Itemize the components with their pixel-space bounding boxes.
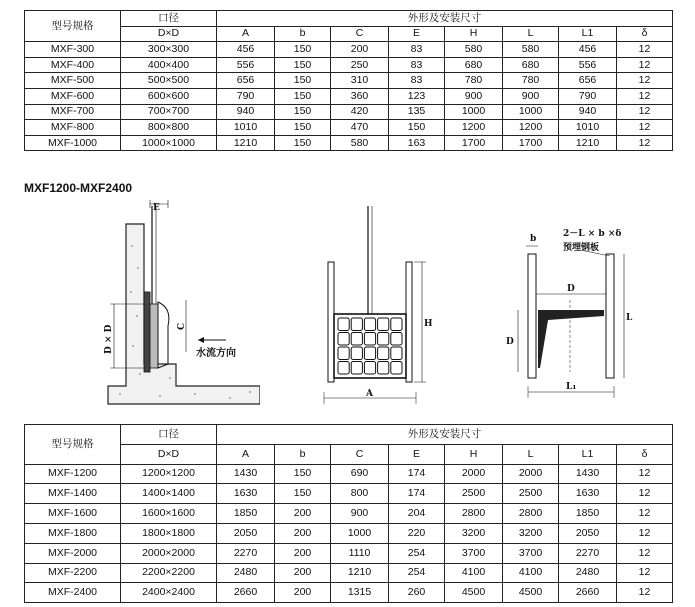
table-cell: 456 — [217, 42, 275, 58]
table-cell: 4100 — [503, 563, 559, 583]
table-cell: 2800 — [503, 504, 559, 524]
table-cell: 12 — [617, 523, 673, 543]
table-cell: 4100 — [445, 563, 503, 583]
table-row — [25, 504, 673, 524]
column-header: L — [503, 26, 559, 42]
table-cell: 900 — [331, 504, 389, 524]
table-row — [25, 464, 673, 484]
table-cell: 800 — [331, 484, 389, 504]
table-cell: 680 — [445, 57, 503, 73]
table-row — [25, 484, 673, 504]
table-cell: 940 — [559, 104, 617, 120]
table-cell: 2270 — [559, 543, 617, 563]
table-cell: 1315 — [331, 583, 389, 603]
table-cell: 12 — [617, 88, 673, 104]
label-d-top: D — [567, 284, 575, 294]
embedded-plate-drawing — [500, 196, 650, 416]
table-cell: 4500 — [445, 583, 503, 603]
table-row — [25, 57, 673, 73]
label-embedded-plate: 预埋钢板 — [563, 243, 600, 253]
side-section-drawing — [100, 196, 260, 416]
table-cell: 12 — [617, 504, 673, 524]
table-cell: 940 — [217, 104, 275, 120]
table-cell: 12 — [617, 120, 673, 136]
table-row — [25, 42, 673, 58]
table-cell: 780 — [503, 73, 559, 89]
table-cell: 556 — [217, 57, 275, 73]
gate-grid-cell — [391, 362, 402, 375]
table-cell: 1430 — [559, 464, 617, 484]
table-row — [25, 135, 673, 151]
table-cell: 200 — [275, 583, 331, 603]
table-cell: 2500 — [445, 484, 503, 504]
table-cell: 1600×1600 — [121, 504, 217, 524]
table-cell: 2400×2400 — [121, 583, 217, 603]
table-cell: 2800 — [445, 504, 503, 524]
table-cell: 780 — [445, 73, 503, 89]
table-cell: 163 — [389, 135, 445, 151]
table-cell: 1850 — [217, 504, 275, 524]
table-cell: 1210 — [559, 135, 617, 151]
table-cell: 900 — [445, 88, 503, 104]
table-cell: 150 — [275, 73, 331, 89]
gate-grid-cell — [378, 347, 389, 360]
table-cell: 580 — [331, 135, 389, 151]
table-cell: 580 — [445, 42, 503, 58]
table-cell: 1200 — [503, 120, 559, 136]
gate-grid-cell — [378, 333, 389, 346]
table-cell: 500×500 — [121, 73, 217, 89]
table-row — [25, 120, 673, 136]
header-dimensions: 外形及安装尺寸 — [217, 425, 673, 445]
table-row — [25, 523, 673, 543]
table-cell: 2660 — [559, 583, 617, 603]
gate-grid-cell — [378, 318, 389, 331]
table-cell: 220 — [389, 523, 445, 543]
table-cell: 2500 — [503, 484, 559, 504]
table-cell: 200 — [275, 563, 331, 583]
table-cell: 1850 — [559, 504, 617, 524]
column-header: C — [331, 26, 389, 42]
table-cell: 3200 — [445, 523, 503, 543]
table-cell: 12 — [617, 543, 673, 563]
table-cell: 420 — [331, 104, 389, 120]
table-cell: 200 — [275, 523, 331, 543]
table-cell: 83 — [389, 42, 445, 58]
table-cell: 1400×1400 — [121, 484, 217, 504]
column-header: b — [275, 26, 331, 42]
gate-grid-cell — [338, 347, 349, 360]
table-cell: 150 — [275, 464, 331, 484]
table-cell: 260 — [389, 583, 445, 603]
gate-grid-cell — [391, 333, 402, 346]
table-row — [25, 563, 673, 583]
gate-grid-cell — [391, 318, 402, 331]
table-cell: 2050 — [217, 523, 275, 543]
table-cell: 400×400 — [121, 57, 217, 73]
table-cell: 150 — [275, 104, 331, 120]
gate-grid-cell — [351, 318, 362, 331]
table-cell: 174 — [389, 464, 445, 484]
table-cell: 204 — [389, 504, 445, 524]
table-cell: 1200×1200 — [121, 464, 217, 484]
table-row — [25, 104, 673, 120]
label-c: C — [177, 322, 187, 330]
gate-grid-cell — [364, 362, 375, 375]
table-cell: 1200 — [445, 120, 503, 136]
table-cell: 150 — [275, 42, 331, 58]
label-d-side: D — [506, 337, 514, 347]
table-cell: 254 — [389, 563, 445, 583]
column-header: C — [331, 444, 389, 464]
table-cell: 1010 — [559, 120, 617, 136]
table-cell: 12 — [617, 464, 673, 484]
table-cell: 200 — [331, 42, 389, 58]
label-l: L — [626, 313, 633, 323]
table-cell: 1630 — [559, 484, 617, 504]
table-cell: 150 — [275, 57, 331, 73]
label-a: A — [366, 389, 373, 399]
table-row — [25, 543, 673, 563]
table-row — [25, 583, 673, 603]
table-cell: 470 — [331, 120, 389, 136]
gate-grid-cell — [364, 333, 375, 346]
gate-grid-cell — [351, 347, 362, 360]
table-cell: 2000 — [503, 464, 559, 484]
model-cell: MXF-1600 — [25, 504, 121, 524]
table-cell: 12 — [617, 135, 673, 151]
label-l1: L₁ — [566, 382, 577, 392]
header-dimensions: 外形及安装尺寸 — [217, 11, 673, 27]
table-cell: 310 — [331, 73, 389, 89]
column-header: A — [217, 444, 275, 464]
table-cell: 135 — [389, 104, 445, 120]
column-header: A — [217, 26, 275, 42]
table-cell: 12 — [617, 42, 673, 58]
header-model: 型号规格 — [25, 11, 121, 42]
table-cell: 1210 — [217, 135, 275, 151]
model-cell: MXF-600 — [25, 88, 121, 104]
gate-grid-cell — [338, 362, 349, 375]
column-header: δ — [617, 444, 673, 464]
table-cell: 2480 — [217, 563, 275, 583]
table-cell: 3700 — [445, 543, 503, 563]
column-header: L1 — [559, 26, 617, 42]
table-row — [25, 73, 673, 89]
table-cell: 174 — [389, 484, 445, 504]
table-cell: 150 — [275, 135, 331, 151]
table-cell: 690 — [331, 464, 389, 484]
spec-table-small — [24, 10, 673, 151]
header-model: 型号规格 — [25, 425, 121, 465]
table-cell: 200 — [275, 543, 331, 563]
table-cell: 1210 — [331, 563, 389, 583]
table-cell: 1630 — [217, 484, 275, 504]
table-cell: 3700 — [503, 543, 559, 563]
label-spec: 2－L × b ×δ — [563, 229, 622, 239]
table-cell: 1700 — [503, 135, 559, 151]
gate-grid-cell — [338, 318, 349, 331]
table-cell: 150 — [275, 88, 331, 104]
label-b: b — [530, 234, 537, 244]
table-cell: 2270 — [217, 543, 275, 563]
table-cell: 12 — [617, 484, 673, 504]
table-cell: 790 — [217, 88, 275, 104]
table-cell: 150 — [275, 120, 331, 136]
table-cell: 580 — [503, 42, 559, 58]
table-cell: 2480 — [559, 563, 617, 583]
table-cell: 123 — [389, 88, 445, 104]
table-cell: 300×300 — [121, 42, 217, 58]
model-cell: MXF-1800 — [25, 523, 121, 543]
model-cell: MXF-1000 — [25, 135, 121, 151]
table-cell: 200 — [275, 504, 331, 524]
gate-grid-cell — [391, 347, 402, 360]
column-header: L1 — [559, 444, 617, 464]
model-cell: MXF-500 — [25, 73, 121, 89]
header-bore-sub: D×D — [121, 444, 217, 464]
column-header: L — [503, 444, 559, 464]
table-cell: 656 — [217, 73, 275, 89]
table-cell: 12 — [617, 73, 673, 89]
table-row — [25, 88, 673, 104]
gate-grid-cell — [364, 318, 375, 331]
column-header: H — [445, 26, 503, 42]
header-bore-sub: D×D — [121, 26, 217, 42]
table-cell: 2000×2000 — [121, 543, 217, 563]
column-header: H — [445, 444, 503, 464]
header-bore: 口径 — [121, 425, 217, 445]
table-cell: 790 — [559, 88, 617, 104]
column-header: δ — [617, 26, 673, 42]
table-cell: 4500 — [503, 583, 559, 603]
model-cell: MXF-800 — [25, 120, 121, 136]
table-cell: 12 — [617, 583, 673, 603]
column-header: E — [389, 26, 445, 42]
model-cell: MXF-2200 — [25, 563, 121, 583]
table-cell: 83 — [389, 57, 445, 73]
front-view-drawing — [310, 196, 450, 416]
model-cell: MXF-1400 — [25, 484, 121, 504]
spec-table-large — [24, 424, 673, 603]
model-cell: MXF-1200 — [25, 464, 121, 484]
section-title: MXF1200-MXF2400 — [24, 181, 133, 195]
table-cell: 360 — [331, 88, 389, 104]
column-header: E — [389, 444, 445, 464]
table-cell: 1000 — [503, 104, 559, 120]
table-cell: 1430 — [217, 464, 275, 484]
table-cell: 1000×1000 — [121, 135, 217, 151]
table-cell: 83 — [389, 73, 445, 89]
table-cell: 1700 — [445, 135, 503, 151]
table-cell: 800×800 — [121, 120, 217, 136]
table-cell: 2000 — [445, 464, 503, 484]
gate-grid-cell — [364, 347, 375, 360]
label-h: H — [424, 319, 433, 329]
label-dd: D × D — [104, 324, 114, 354]
table-cell: 2660 — [217, 583, 275, 603]
table-cell: 12 — [617, 57, 673, 73]
table-cell: 1800×1800 — [121, 523, 217, 543]
table-cell: 600×600 — [121, 88, 217, 104]
table-cell: 12 — [617, 563, 673, 583]
label-e: E — [153, 203, 160, 213]
model-cell: MXF-300 — [25, 42, 121, 58]
table-cell: 456 — [559, 42, 617, 58]
table-cell: 1010 — [217, 120, 275, 136]
gate-grid-cell — [351, 333, 362, 346]
table-cell: 250 — [331, 57, 389, 73]
model-cell: MXF-2400 — [25, 583, 121, 603]
model-cell: MXF-2000 — [25, 543, 121, 563]
model-cell: MXF-700 — [25, 104, 121, 120]
table-cell: 1110 — [331, 543, 389, 563]
column-header: b — [275, 444, 331, 464]
table-cell: 150 — [275, 484, 331, 504]
table-cell: 656 — [559, 73, 617, 89]
table-cell: 900 — [503, 88, 559, 104]
label-flow-direction: 水流方向 — [196, 348, 236, 359]
table-cell: 150 — [389, 120, 445, 136]
gate-grid-cell — [351, 362, 362, 375]
table-cell: 1000 — [445, 104, 503, 120]
model-cell: MXF-400 — [25, 57, 121, 73]
table-cell: 254 — [389, 543, 445, 563]
gate-grid-cell — [338, 333, 349, 346]
header-bore: 口径 — [121, 11, 217, 27]
table-cell: 1000 — [331, 523, 389, 543]
table-cell: 700×700 — [121, 104, 217, 120]
table-cell: 3200 — [503, 523, 559, 543]
table-cell: 556 — [559, 57, 617, 73]
gate-grid-cell — [378, 362, 389, 375]
table-cell: 680 — [503, 57, 559, 73]
table-cell: 2050 — [559, 523, 617, 543]
table-cell: 2200×2200 — [121, 563, 217, 583]
table-cell: 12 — [617, 104, 673, 120]
